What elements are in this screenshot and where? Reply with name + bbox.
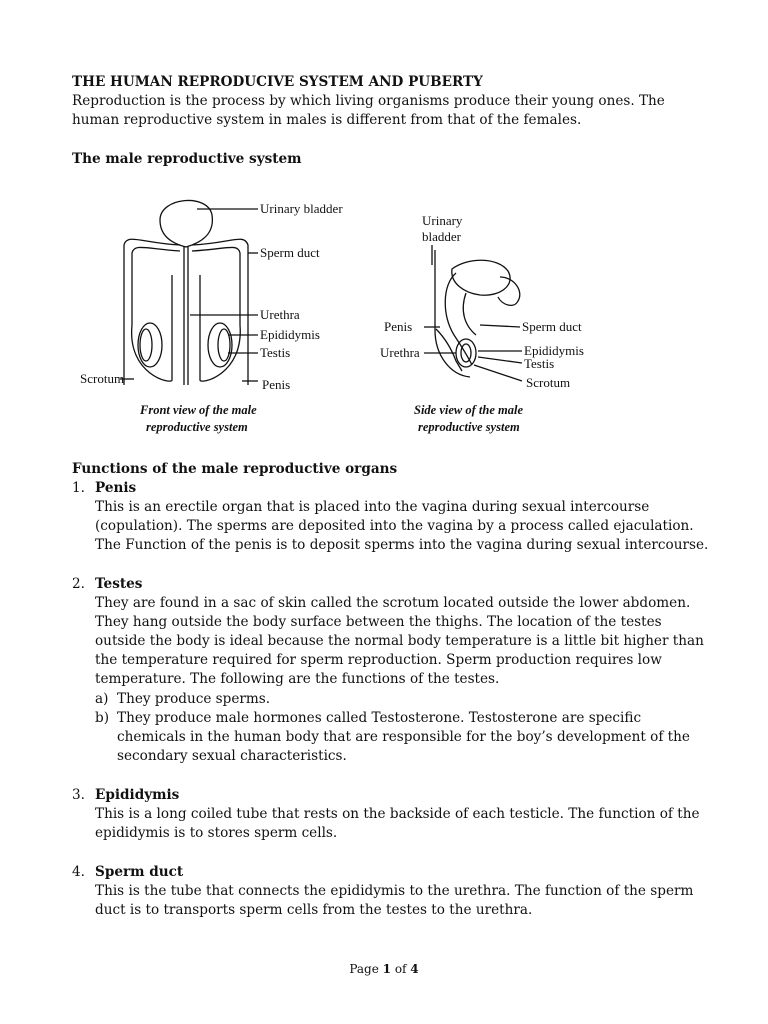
footer-page-label: Page bbox=[349, 962, 383, 976]
label-side-penis: Penis bbox=[384, 319, 413, 334]
item-title-epididymis: Epididymis bbox=[95, 787, 180, 803]
front-view-diagram bbox=[72, 185, 372, 440]
label-side-bladder: bladder bbox=[422, 229, 461, 244]
item-text-line: This is an erectile organ that is placed into the vagina during sexual intercourse bbox=[95, 499, 650, 515]
left-testis-shape bbox=[138, 323, 162, 367]
section-heading-male-system: The male reproductive system bbox=[72, 151, 302, 167]
item-number: 2. bbox=[72, 576, 85, 592]
bladder-shape bbox=[160, 200, 212, 247]
item-text-line: the temperature required for sperm reproduction. Sperm production requires low bbox=[95, 652, 662, 668]
page-footer bbox=[0, 962, 768, 976]
item-text-line: This is a long coiled tube that rests on the backside of each testicle. The function of the bbox=[95, 806, 700, 822]
item-number: 3. bbox=[72, 787, 85, 803]
sub-item-mark: a) bbox=[95, 691, 109, 707]
side-caption-line-2: reproductive system bbox=[418, 420, 520, 434]
item-text-line: outside the body is ideal because the normal body temperature is a little bit higher than bbox=[95, 633, 704, 649]
label-side-urinary: Urinary bbox=[422, 213, 463, 228]
label-scrotum: Scrotum bbox=[80, 371, 125, 386]
label-urinary-bladder: Urinary bladder bbox=[260, 201, 343, 216]
intro-line-2: human reproductive system in males is different from that of the females. bbox=[72, 112, 582, 128]
item-text-line: This is the tube that connects the epididymis to the urethra. The function of the sperm bbox=[95, 883, 694, 899]
document-title: THE HUMAN REPRODUCIVE SYSTEM AND PUBERTY bbox=[72, 74, 483, 90]
footer-of-label: of bbox=[391, 962, 411, 976]
urethra-shape bbox=[184, 247, 188, 385]
label-side-epididymis: Epididymis bbox=[524, 343, 584, 358]
item-text-line: epididymis is to stores sperm cells. bbox=[95, 825, 338, 841]
item-number: 1. bbox=[72, 480, 85, 496]
left-duct-inner bbox=[132, 247, 180, 325]
sub-item-mark: b) bbox=[95, 710, 110, 726]
side-caption-line-1: Side view of the male bbox=[414, 403, 524, 417]
side-view-diagram bbox=[380, 205, 610, 440]
label-side-scrotum: Scrotum bbox=[526, 375, 571, 390]
item-title-sperm-duct: Sperm duct bbox=[95, 864, 184, 880]
item-title-testes: Testes bbox=[95, 576, 143, 592]
label-side-sperm-duct: Sperm duct bbox=[522, 319, 582, 334]
item-text-line: (copulation). The sperms are deposited into the vagina by a process called ejaculation. bbox=[95, 518, 694, 534]
right-testis-shape bbox=[208, 323, 232, 367]
sub-item-text: secondary sexual characteristics. bbox=[117, 748, 347, 764]
sub-item-text: chemicals in the human body that are responsible for the boy’s development of the bbox=[117, 729, 690, 745]
item-text-line: They hang outside the body surface between the thighs. The location of the testes bbox=[95, 614, 662, 630]
label-side-testis: Testis bbox=[524, 356, 555, 371]
item-text-line: duct is to transports sperm cells from the testes to the urethra. bbox=[95, 902, 533, 918]
sub-item-text: They produce male hormones called Testosterone. Testosterone are specific bbox=[117, 710, 642, 726]
label-urethra: Urethra bbox=[260, 307, 300, 322]
intro-line-1: Reproduction is the process by which living organisms produce their young ones. The bbox=[72, 93, 665, 109]
label-penis: Penis bbox=[262, 377, 291, 392]
front-caption-line-2: reproductive system bbox=[146, 420, 248, 434]
item-text-line: They are found in a sac of skin called the scrotum located outside the lower abdomen. bbox=[95, 595, 691, 611]
section-heading-functions: Functions of the male reproductive organs bbox=[72, 461, 398, 477]
item-title-penis: Penis bbox=[95, 480, 137, 496]
right-duct-inner bbox=[192, 247, 240, 325]
label-sperm-duct: Sperm duct bbox=[260, 245, 320, 260]
item-text-line: The Function of the penis is to deposit sperms into the vagina during sexual intercourse. bbox=[95, 537, 709, 553]
front-caption-line-1: Front view of the male bbox=[140, 403, 257, 417]
label-side-urethra: Urethra bbox=[380, 345, 420, 360]
footer-total-pages: 4 bbox=[410, 962, 419, 976]
footer-current-page: 1 bbox=[382, 962, 391, 976]
item-text-line: temperature. The following are the functions of the testes. bbox=[95, 671, 500, 687]
side-bladder-shape bbox=[452, 260, 510, 295]
sub-item-text: They produce sperms. bbox=[117, 691, 271, 707]
item-number: 4. bbox=[72, 864, 85, 880]
label-testis: Testis bbox=[260, 345, 291, 360]
label-epididymis: Epididymis bbox=[260, 327, 320, 342]
